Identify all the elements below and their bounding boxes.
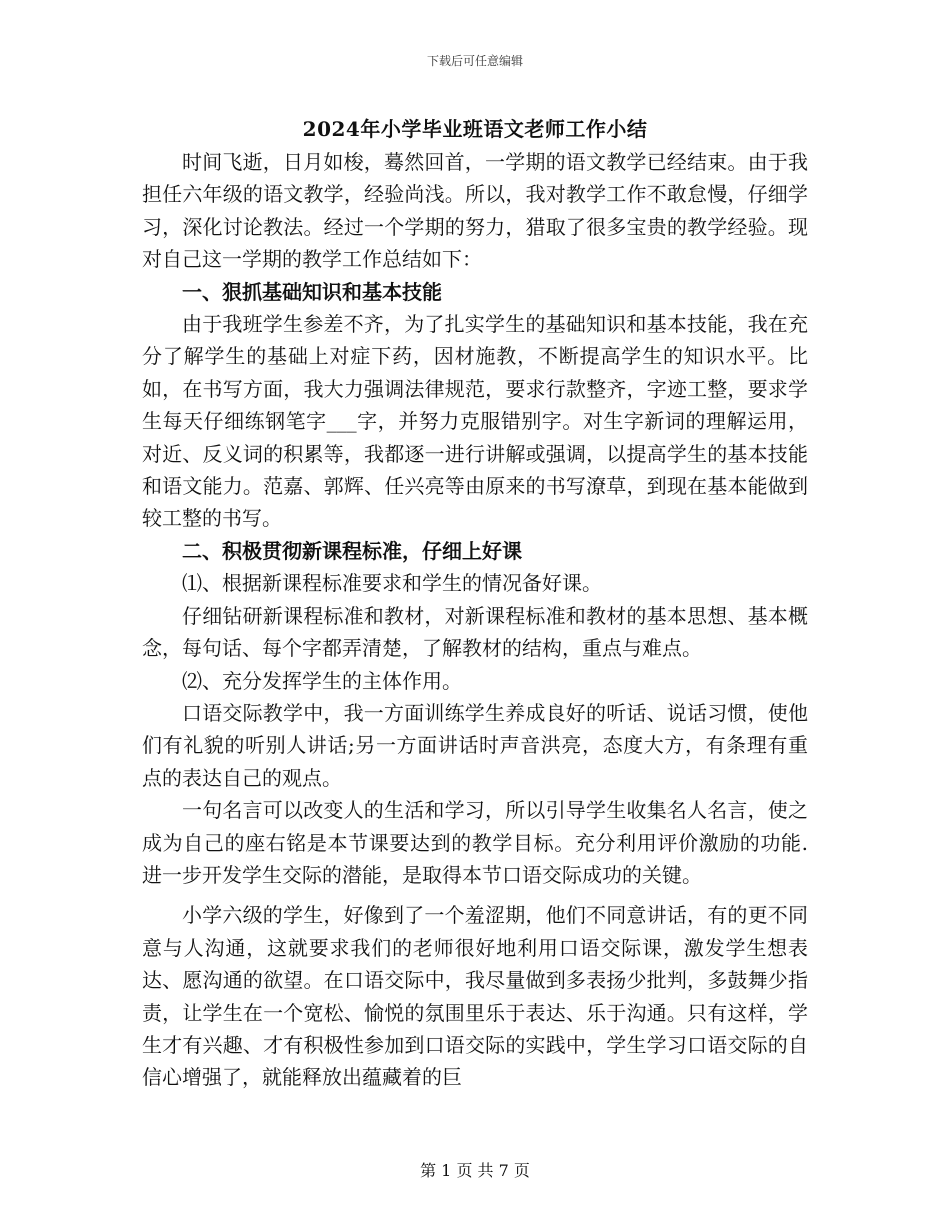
section-2-paragraph-4: 小学六级的学生，好像到了一个羞涩期，他们不同意讲话，有的更不同意与人沟通，这就要求我们的老师很好地利用口语交际课，激发学生想表达、愿沟通的欲望。在口语交际中，我尽量做到多表扬少批判，多鼓舞少指责，让学生在一个宽松、愉悦的氛围里乐于表达、乐于沟通。只有这样，学生才有兴趣、才有积极性参加到口语交际的实践中，学生学习口语交际的自信心增强了，就能释放出蕴藏着的巨 bbox=[142, 903, 808, 1090]
section-2-paragraph-2: 口语交际教学中，我一方面训练学生养成良好的听话、说话习惯，使他们有礼貌的听别人讲话;另一方面讲话时声音洪亮，态度大方，有条理有重点的表达自己的观点。 bbox=[142, 700, 808, 790]
page-header-note: 下载后可任意编辑 bbox=[426, 54, 523, 68]
section-2-paragraph-1: 仔细钻研新课程标准和教材，对新课程标准和教材的基本思想、基本概念，每句话、每个字都弄清楚，了解教材的结构，重点与难点。 bbox=[142, 603, 808, 661]
section-heading-2: 二、积极贯彻新课程标准，仔细上好课 bbox=[182, 538, 522, 563]
intro-paragraph: 时间飞逝，日月如梭，蓦然回首，一学期的语文教学已经结束。由于我担任六年级的语文教学，经验尚浅。所以，我对教学工作不敢怠慢，仔细学习，深化讨论教法。经过一个学期的努力，猎取了很多宝贵的教学经验。现对自己这一学期的教学工作总结如下： bbox=[142, 150, 808, 272]
section-2-paragraph-3: 一句名言可以改变人的生活和学习，所以引导学生收集名人名言，使之成为自己的座右铭是本节课要达到的教学目标。充分利用评价激励的功能.进一步开发学生交际的潜能，是取得本节口语交际成功的关键。 bbox=[142, 798, 808, 887]
page-number: 第 1 页 共 7 页 bbox=[420, 1161, 530, 1180]
subitem-2: ⑵、充分发挥学生的主体作用。 bbox=[182, 668, 462, 693]
document-body bbox=[142, 146, 808, 1094]
document-title: 2024年小学毕业班语文老师工作小结 bbox=[302, 117, 648, 141]
subitem-1: ⑴、根据新课程标准要求和学生的情况备好课。 bbox=[182, 571, 602, 596]
section-heading-1: 一、狠抓基础知识和基本技能 bbox=[182, 279, 442, 304]
section-1-paragraph: 由于我班学生参差不齐，为了扎实学生的基础知识和基本技能，我在充分了解学生的基础上对症下药，因材施教，不断提高学生的知识水平。比如，在书写方面，我大力强调法律规范，要求行款整齐，字迹工整，要求学生每天仔细练钢笔字___字，并努力克服错别字。对生字新词的理解运用，对近、反义词的积累等，我都逐一进行讲解或强调，以提高学生的基本技能和语文能力。范嘉、郭辉、任兴亮等由原来的书写潦草，到现在基本能做到较工整的书写。 bbox=[142, 312, 808, 531]
